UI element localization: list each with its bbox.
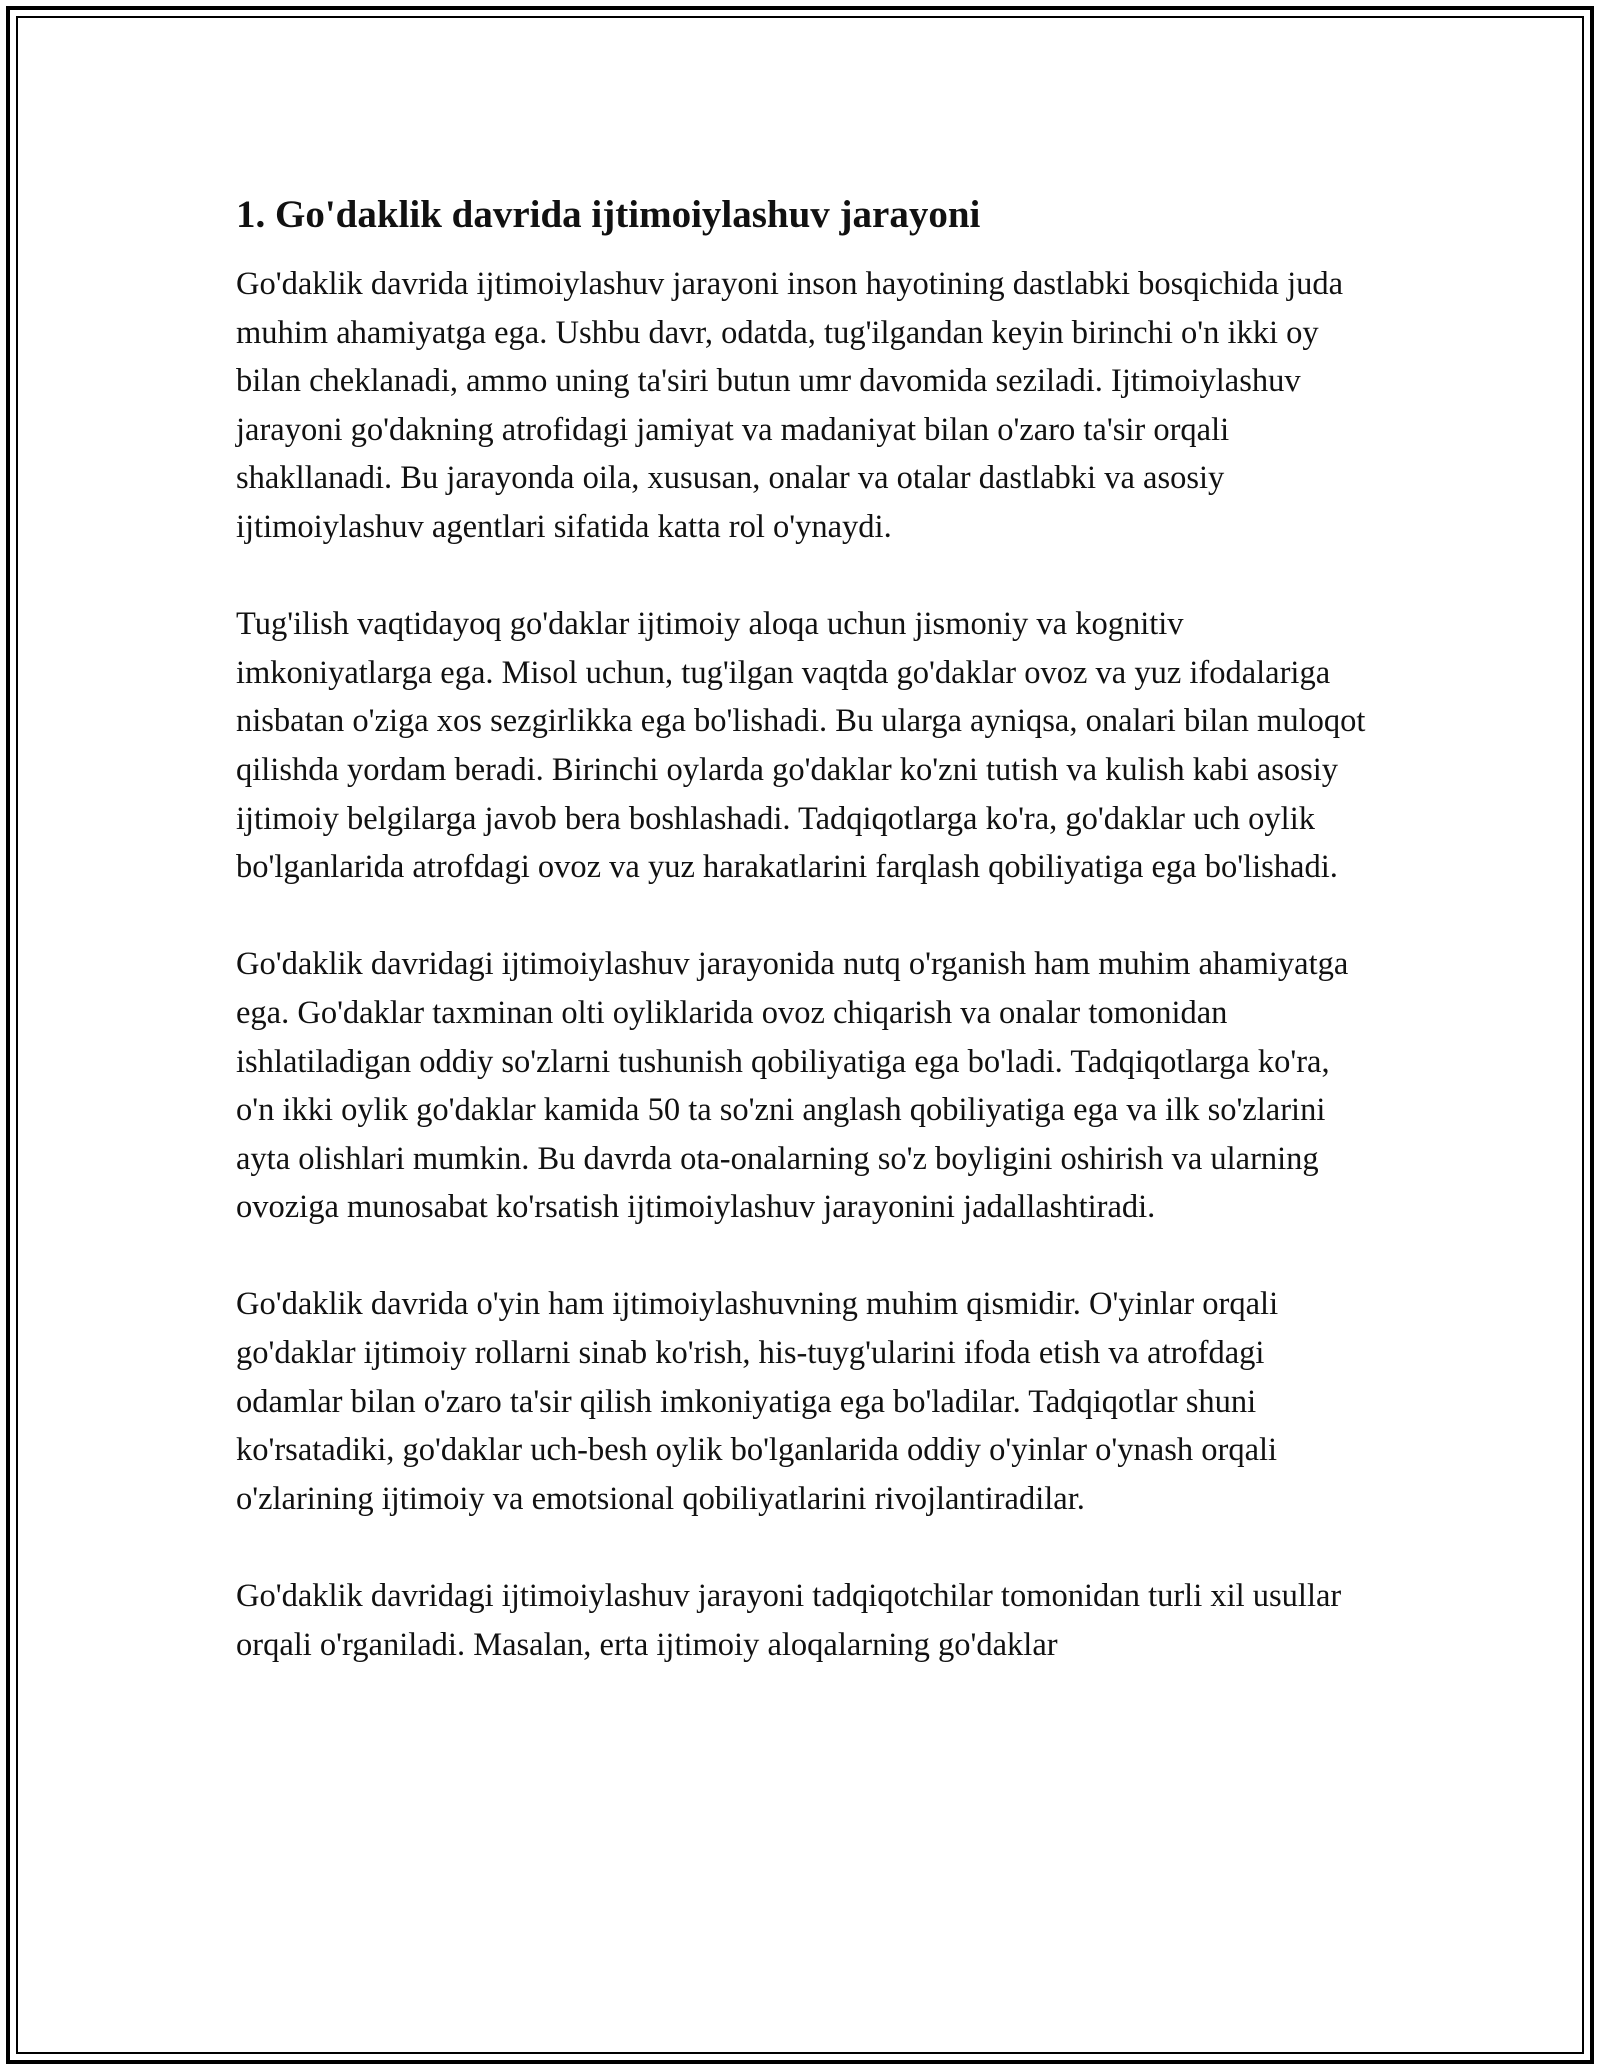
section-heading: 1. Go'daklik davrida ijtimoiylashuv jarayoni <box>236 193 981 236</box>
paragraph-1: Go'daklik davrida ijtimoiylashuv jarayoni inson hayotining dastlabki bosqichida juda muhim ahamiyatga ega. Ushbu davr, odatda, tug'ilgandan keyin birinchi o'n ikki oy bilan cheklanadi, ammo uning ta'siri butun umr davomida seziladi. Ijtimoiylashuv jarayoni go'dakning atrofidagi jamiyat va madaniyat bilan o'zaro ta'sir orqali shakllanadi. Bu jarayonda oila, xususan, onalar va otalar dastlabki va asosiy ijtimoiylashuv agentlari sifatida katta rol o'ynaydi. <box>236 266 1344 545</box>
paragraph-3: Go'daklik davridagi ijtimoiylashuv jarayonida nutq o'rganish ham muhim ahamiyatga ega. Go'daklar taxminan olti oyliklarida ovoz chiqarish va onalar tomonidan ishlatiladigan oddiy so'zlarni tushunish qobiliyatiga ega bo'ladi. Tadqiqotlarga ko'ra, o'n ikki oylik go'daklar kamida 50 ta so'zni anglash qobiliyatiga ega va ilk so'zlarini ayta olishlari mumkin. Bu davrda ota-onalarning so'z boyligini oshirish va ularning ovoziga munosabat ko'rsatish ijtimoiylashuv jarayonini jadallashtiradi. <box>236 946 1349 1226</box>
paragraph-4: Go'daklik davrida o'yin ham ijtimoiylashuvning muhim qismidir. O'yinlar orqali go'daklar ijtimoiy rollarni sinab ko'rish, his-tuyg'ularini ifoda etish va atrofdagi odamlar bilan o'zaro ta'sir qilish imkoniyatiga ega bo'ladilar. Tadqiqotlar shuni ko'rsatadiki, go'daklar uch-besh oylik bo'lganlarida oddiy o'yinlar o'ynash orqali o'zlarining ijtimoiy va emotsional qobiliyatlarini rivojlantiradilar. <box>236 1286 1279 1517</box>
paragraph-5: Go'daklik davridagi ijtimoiylashuv jarayoni tadqiqotchilar tomonidan turli xil usullar orqali o'rganiladi. Masalan, erta ijtimoiy aloqalarning go'daklar <box>236 1578 1342 1663</box>
paragraph-2: Tug'ilish vaqtidayoq go'daklar ijtimoiy aloqa uchun jismoniy va kognitiv imkoniyatlarga ega. Misol uchun, tug'ilgan vaqtda go'daklar ovoz va yuz ifodalariga nisbatan o'ziga xos sezgirlikka ega bo'lishadi. Bu ularga ayniqsa, onalari bilan muloqot qilishda yordam beradi. Birinchi oylarda go'daklar ko'zni tutish va kulish kabi asosiy ijtimoiy belgilarga javob bera boshlashadi. Tadqiqotlarga ko'ra, go'daklar uch oylik bo'lganlarida atrofdagi ovoz va yuz harakatlarini farqlash qobiliyatiga ega bo'lishadi. <box>236 606 1366 886</box>
document-body <box>236 190 1376 1669</box>
